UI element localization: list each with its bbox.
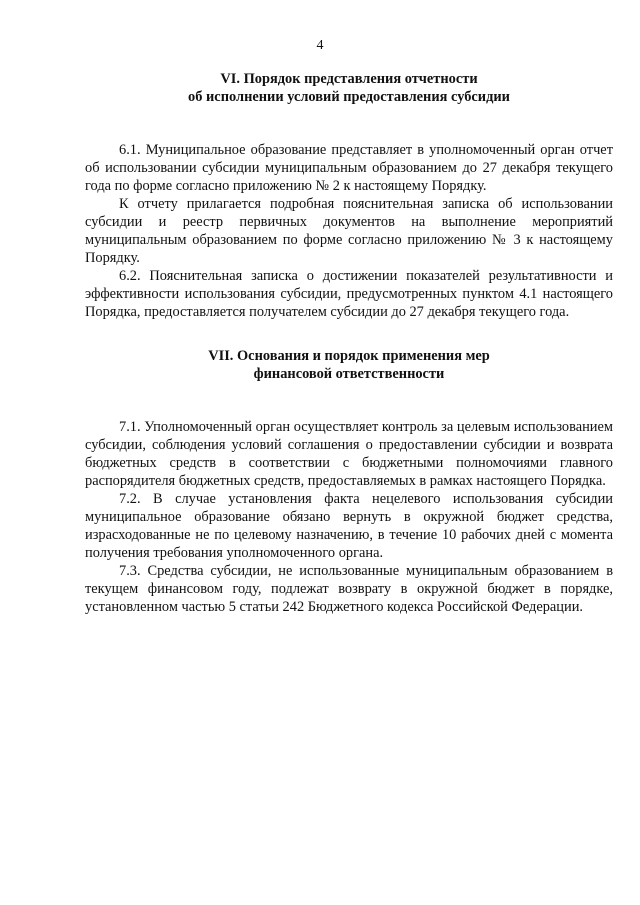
paragraph-7-1: 7.1. Уполномоченный орган осуществляет контроль за целевым использованием субсидии, соблюдения условий соглашения о предоставлении субсидии и возврата бюджетных средств в соответствии с бюджетными полномочиями главного распорядителя бюджетных средств, предоставляемых в рамках настоящего Порядка. (85, 419, 613, 489)
section-6-heading-line-2: об исполнении условий предоставления субсидии (188, 89, 510, 105)
paragraph-6-2: 6.2. Пояснительная записка о достижении показателей результативности и эффективности использования субсидии, предусмотренных пунктом 4.1 настоящего Порядка, предоставляется получателем субсидии до 27 декабря текущего года. (85, 268, 613, 320)
paragraph-7-3: 7.3. Средства субсидии, не использованные муниципальным образованием в текущем финансовом году, подлежат возврату в окружной бюджет в порядке, установленном частью 5 статьи 242 Бюджетного кодекса Российской Федерации. (85, 563, 613, 615)
paragraph-6-1-report-note: К отчету прилагается подробная пояснительная записка об использовании субсидии и реестр первичных документов на выполнение мероприятий муниципальным образованием по форме согласно приложению № 3 к настоящему Порядку. (85, 196, 613, 266)
paragraph-6-1: 6.1. Муниципальное образование представляет в уполномоченный орган отчет об использовании субсидии муниципальным образованием до 27 декабря текущего года по форме согласно приложению № 2 к настоящему Порядку. (85, 142, 613, 194)
section-7-heading-line-2: финансовой ответственности (253, 366, 445, 382)
section-6-body (85, 141, 613, 321)
paragraph-7-2: 7.2. В случае установления факта нецелевого использования субсидии муниципальное образование обязано вернуть в окружной бюджет средства, израсходованные не по целевому назначению, в течение 10 рабочих дней с момента получения требования уполномоченного органа. (85, 491, 613, 561)
section-7-heading-line-1: VII. Основания и порядок применения мер (208, 348, 490, 364)
section-6-heading-line-1: VI. Порядок представления отчетности (220, 71, 478, 87)
document-content (85, 70, 613, 616)
section-7-body (85, 418, 613, 616)
section-6-heading (85, 70, 613, 106)
page-number: 4 (316, 38, 324, 53)
section-7-heading (85, 347, 613, 383)
